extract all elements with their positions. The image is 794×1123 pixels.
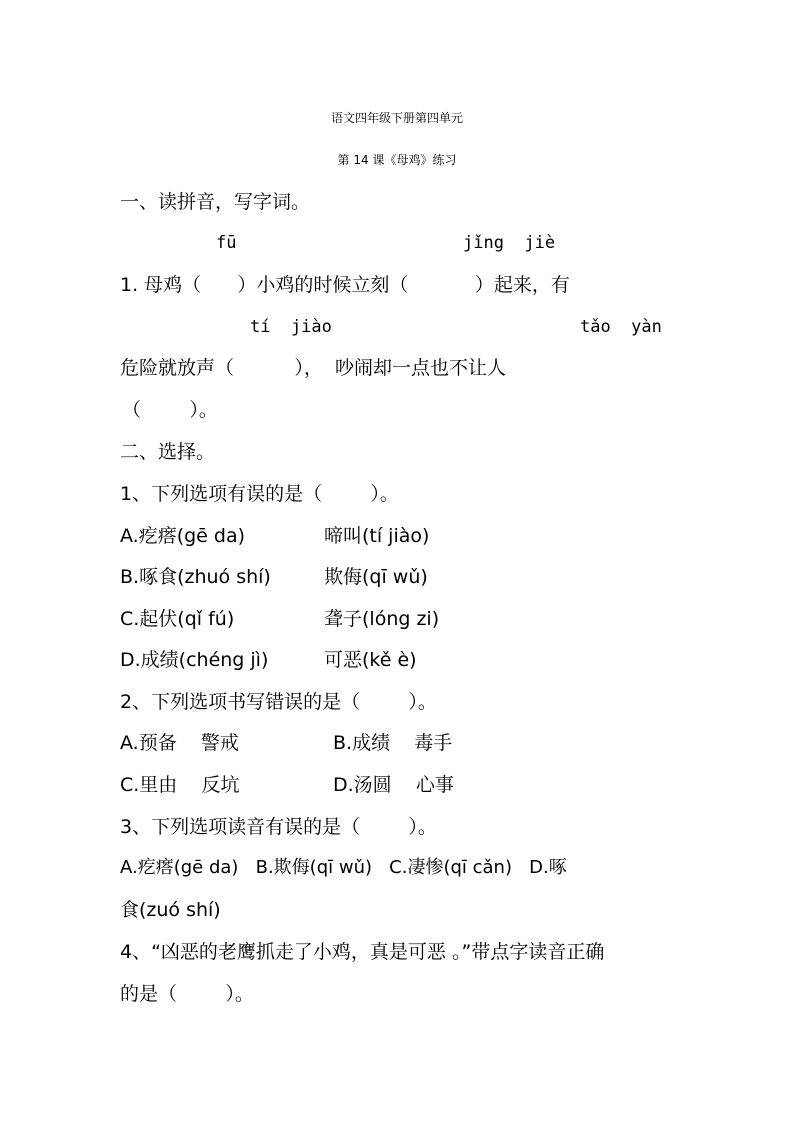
pinyin-taoyan: tǎo yàn	[580, 317, 662, 337]
choice-question-4-line-2: 的是（ ）。	[120, 983, 254, 1005]
q1-option-c-left: C.起伏(qǐ fú)	[120, 608, 235, 630]
q3-options-line-2: 食(zuó shí)	[120, 899, 221, 921]
q1-option-b-left: B.啄食(zhuó shí)	[120, 566, 271, 588]
page-title: 语文四年级下册第四单元	[330, 111, 463, 125]
q1-option-a-right: 啼叫(tí jiào)	[324, 525, 430, 547]
question-1-line-3: （ ）。	[122, 399, 218, 421]
q3-options-line-1: A.疙瘩(gē da) B.欺侮(qī wǔ) C.凄惨(qī cǎn) D.啄	[120, 857, 567, 878]
section-heading-choice: 二、选择。	[120, 441, 216, 463]
q1-option-b-right: 欺侮(qī wǔ)	[324, 566, 428, 588]
lesson-title: 第 14 课《母鸡》练习	[337, 153, 457, 167]
choice-question-1: 1、下列选项有误的是（ ）。	[120, 483, 399, 505]
question-1-line-1: 1. 母鸡（ ）小鸡的时候立刻（ ）起来，有	[120, 274, 570, 296]
q1-option-d-left: D.成绩(chéng jì)	[120, 649, 269, 671]
choice-question-4-line-1: 4、“凶恶的老鹰抓走了小鸡，真是可恶 。”带点字读音正确	[120, 941, 605, 963]
choice-question-2: 2、下列选项书写错误的是（ ）。	[120, 691, 437, 713]
choice-question-3: 3、下列选项读音有误的是（ ）。	[120, 816, 437, 838]
question-1-line-2: 危险就放声（ ）， 吵闹却一点也不让人	[120, 357, 506, 379]
pinyin-tijiao: tí jiào	[250, 317, 332, 337]
pinyin-fu: fū	[216, 233, 237, 253]
q1-option-a-left: A.疙瘩(gē da)	[120, 525, 246, 547]
section-heading-pinyin: 一、读拼音，写字词。	[120, 191, 311, 213]
q2-option-cd-left: C.里由 反坑	[120, 774, 240, 796]
q2-option-cd-right: D.汤圆 心事	[333, 774, 454, 796]
q2-option-ab-left: A.预备 警戒	[120, 732, 239, 754]
q1-option-c-right: 聋子(lóng zi)	[324, 608, 440, 630]
pinyin-jingjie: jǐng jiè	[463, 233, 556, 253]
q1-option-d-right: 可恶(kě è)	[324, 649, 417, 671]
q2-option-ab-right: B.成绩 毒手	[333, 732, 453, 754]
